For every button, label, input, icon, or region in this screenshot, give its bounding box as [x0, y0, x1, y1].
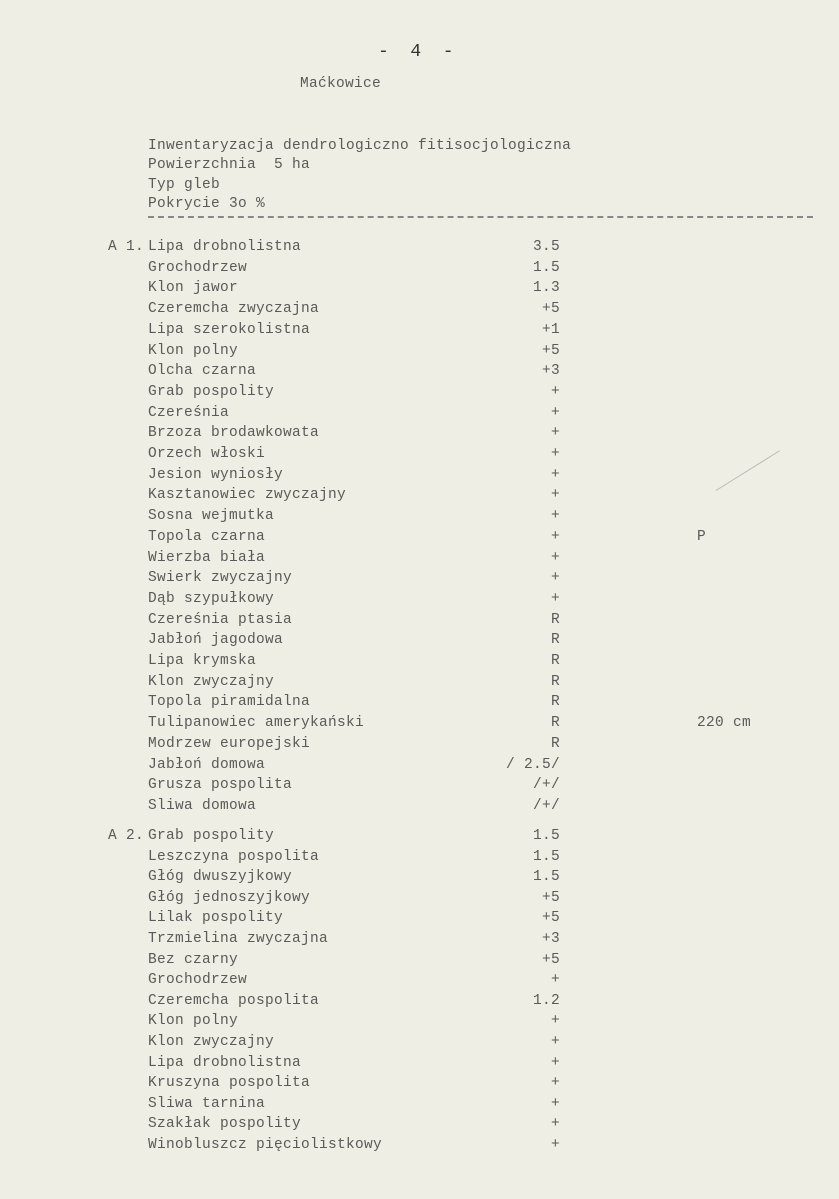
cover-value: +: [550, 590, 560, 607]
species-name: Sliwa tarnina: [148, 1095, 266, 1112]
species-name: Grab pospolity: [148, 828, 275, 844]
species-name: Czeremcha pospolita: [148, 992, 320, 1009]
species-name: Modrzew europejski: [148, 735, 311, 752]
species-row: [0, 1116, 839, 1136]
cover-value: +: [550, 383, 560, 400]
species-name: Topola czarna: [148, 528, 266, 545]
species-name: Sliwa domowa: [148, 797, 257, 814]
cover-value: R: [550, 735, 560, 752]
species-row: [0, 322, 839, 342]
species-name: Klon zwyczajny: [148, 673, 275, 690]
species-name: Grab pospolity: [148, 383, 275, 400]
species-row: [0, 1096, 839, 1116]
species-row: [0, 529, 839, 549]
species-name: Klon zwyczajny: [148, 1034, 275, 1050]
species-row: [0, 384, 839, 404]
species-name: Topola piramidalna: [148, 694, 311, 711]
species-name: Klon polny: [148, 342, 239, 359]
cover-value: 1.2: [532, 992, 560, 1009]
species-name: Lipa krymska: [148, 653, 257, 669]
species-row: [0, 952, 839, 972]
species-name: Tulipanowiec amerykański: [148, 715, 365, 732]
species-row: [0, 849, 839, 869]
species-row: [0, 757, 839, 777]
cover-value: +5: [541, 342, 560, 359]
row-note: 220 cm: [697, 715, 752, 732]
species-name: Kruszyna pospolita: [148, 1075, 311, 1092]
area-line: Powierzchnia 5 ha: [148, 157, 311, 173]
cover-value: R: [550, 694, 560, 711]
species-row: [0, 674, 839, 694]
species-name: Czereśnia ptasia: [148, 611, 293, 628]
cover-value: /+/: [532, 777, 560, 794]
cover-value: +: [550, 972, 560, 989]
cover-value: +: [550, 1054, 560, 1071]
species-name: Dąb szypułkowy: [148, 590, 275, 607]
row-note: P: [697, 528, 707, 545]
species-row: [0, 993, 839, 1013]
cover-value: +3: [541, 931, 560, 947]
inventory-title: Inwentaryzacja dendrologiczno fitisocjologiczna: [148, 138, 572, 154]
species-row: [0, 301, 839, 321]
species-name: Grochodrzew: [148, 259, 248, 276]
cover-value: +: [550, 1137, 560, 1153]
species-row: [0, 1137, 839, 1157]
species-name: Lilak pospolity: [148, 910, 284, 927]
species-row: [0, 363, 839, 383]
species-name: Grochodrzew: [148, 972, 248, 989]
species-name: Winobluszcz pięciolistkowy: [148, 1137, 383, 1153]
species-row: [0, 715, 839, 735]
cover-value: 3.5: [532, 239, 560, 255]
species-name: Jesion wyniosły: [148, 466, 284, 483]
cover-value: +: [550, 1075, 560, 1092]
species-name: Kasztanowiec zwyczajny: [148, 487, 347, 504]
cover-value: +: [550, 528, 560, 545]
species-name: Grusza pospolita: [148, 777, 293, 794]
species-row: [0, 890, 839, 910]
cover-value: +: [550, 487, 560, 504]
cover-value: / 2.5/: [505, 756, 560, 773]
species-row: [0, 260, 839, 280]
cover-value: +: [550, 446, 560, 462]
cover-value: 1.5: [532, 259, 560, 276]
cover-value: +3: [541, 363, 560, 380]
cover-value: +: [550, 570, 560, 587]
species-name: Lipa drobnolistna: [148, 1054, 302, 1071]
species-row: [0, 487, 839, 507]
species-name: Lipa szerokolistna: [148, 321, 311, 338]
species-row: [0, 910, 839, 930]
page-number: - 4 -: [378, 42, 454, 62]
cover-value: +1: [541, 321, 560, 338]
species-row: [0, 1013, 839, 1033]
species-row: [0, 972, 839, 992]
species-row: [0, 550, 839, 570]
species-name: Wierzba biała: [148, 549, 266, 566]
species-row: [0, 446, 839, 466]
species-name: Brzoza brodawkowata: [148, 425, 320, 442]
species-row: [0, 828, 839, 848]
species-row: [0, 632, 839, 652]
species-row: [0, 798, 839, 818]
species-row: [0, 612, 839, 632]
species-row: [0, 239, 839, 259]
place-heading: Maćkowice: [300, 76, 382, 92]
species-name: Orzech włoski: [148, 446, 266, 462]
cover-value: +: [550, 404, 560, 421]
cover-line: Pokrycie 3o %: [148, 196, 266, 212]
cover-value: R: [550, 715, 560, 732]
cover-value: 1.5: [532, 828, 560, 844]
cover-value: +: [550, 508, 560, 525]
species-row: [0, 508, 839, 528]
species-name: Trzmielina zwyczajna: [148, 931, 329, 947]
species-row: [0, 591, 839, 611]
section-label: A 2.: [108, 828, 145, 844]
cover-value: R: [550, 632, 560, 649]
species-name: Głóg dwuszyjkowy: [148, 869, 293, 886]
species-name: Lipa drobnolistna: [148, 239, 302, 255]
cover-value: +: [550, 1034, 560, 1050]
species-name: Głóg jednoszyjkowy: [148, 889, 311, 906]
species-name: Leszczyna pospolita: [148, 848, 320, 865]
species-row: [0, 777, 839, 797]
species-name: Olcha czarna: [148, 363, 257, 380]
species-row: [0, 425, 839, 445]
cover-value: +: [550, 1013, 560, 1030]
cover-value: /+/: [532, 797, 560, 814]
cover-value: +: [550, 1116, 560, 1133]
soil-type-line: Typ gleb: [148, 177, 221, 193]
species-row: [0, 467, 839, 487]
species-row: [0, 1055, 839, 1075]
species-row: [0, 931, 839, 951]
cover-value: 1.5: [532, 869, 560, 886]
species-name: Klon jawor: [148, 280, 239, 297]
species-row: [0, 1075, 839, 1095]
cover-value: +5: [541, 889, 560, 906]
species-row: [0, 343, 839, 363]
species-row: [0, 1034, 839, 1054]
cover-value: R: [550, 653, 560, 669]
species-name: Czeremcha zwyczajna: [148, 301, 320, 318]
species-row: [0, 405, 839, 425]
cover-value: +: [550, 1095, 560, 1112]
species-row: [0, 736, 839, 756]
species-row: [0, 653, 839, 673]
species-name: Swierk zwyczajny: [148, 570, 293, 587]
cover-value: +5: [541, 951, 560, 968]
species-row: [0, 694, 839, 714]
cover-value: +5: [541, 910, 560, 927]
species-name: Jabłoń domowa: [148, 756, 266, 773]
cover-value: R: [550, 673, 560, 690]
species-row: [0, 869, 839, 889]
cover-value: R: [550, 611, 560, 628]
cover-value: +: [550, 466, 560, 483]
species-row: [0, 280, 839, 300]
species-name: Jabłoń jagodowa: [148, 632, 284, 649]
cover-value: +5: [541, 301, 560, 318]
species-name: Bez czarny: [148, 951, 239, 968]
species-name: Szakłak pospolity: [148, 1116, 302, 1133]
cover-value: 1.3: [532, 280, 560, 297]
dashed-divider: [148, 216, 813, 218]
species-name: Klon polny: [148, 1013, 239, 1030]
species-name: Czereśnia: [148, 404, 230, 421]
cover-value: 1.5: [532, 848, 560, 865]
species-row: [0, 570, 839, 590]
cover-value: +: [550, 425, 560, 442]
cover-value: +: [550, 549, 560, 566]
section-label: A 1.: [108, 239, 145, 255]
species-name: Sosna wejmutka: [148, 508, 275, 525]
